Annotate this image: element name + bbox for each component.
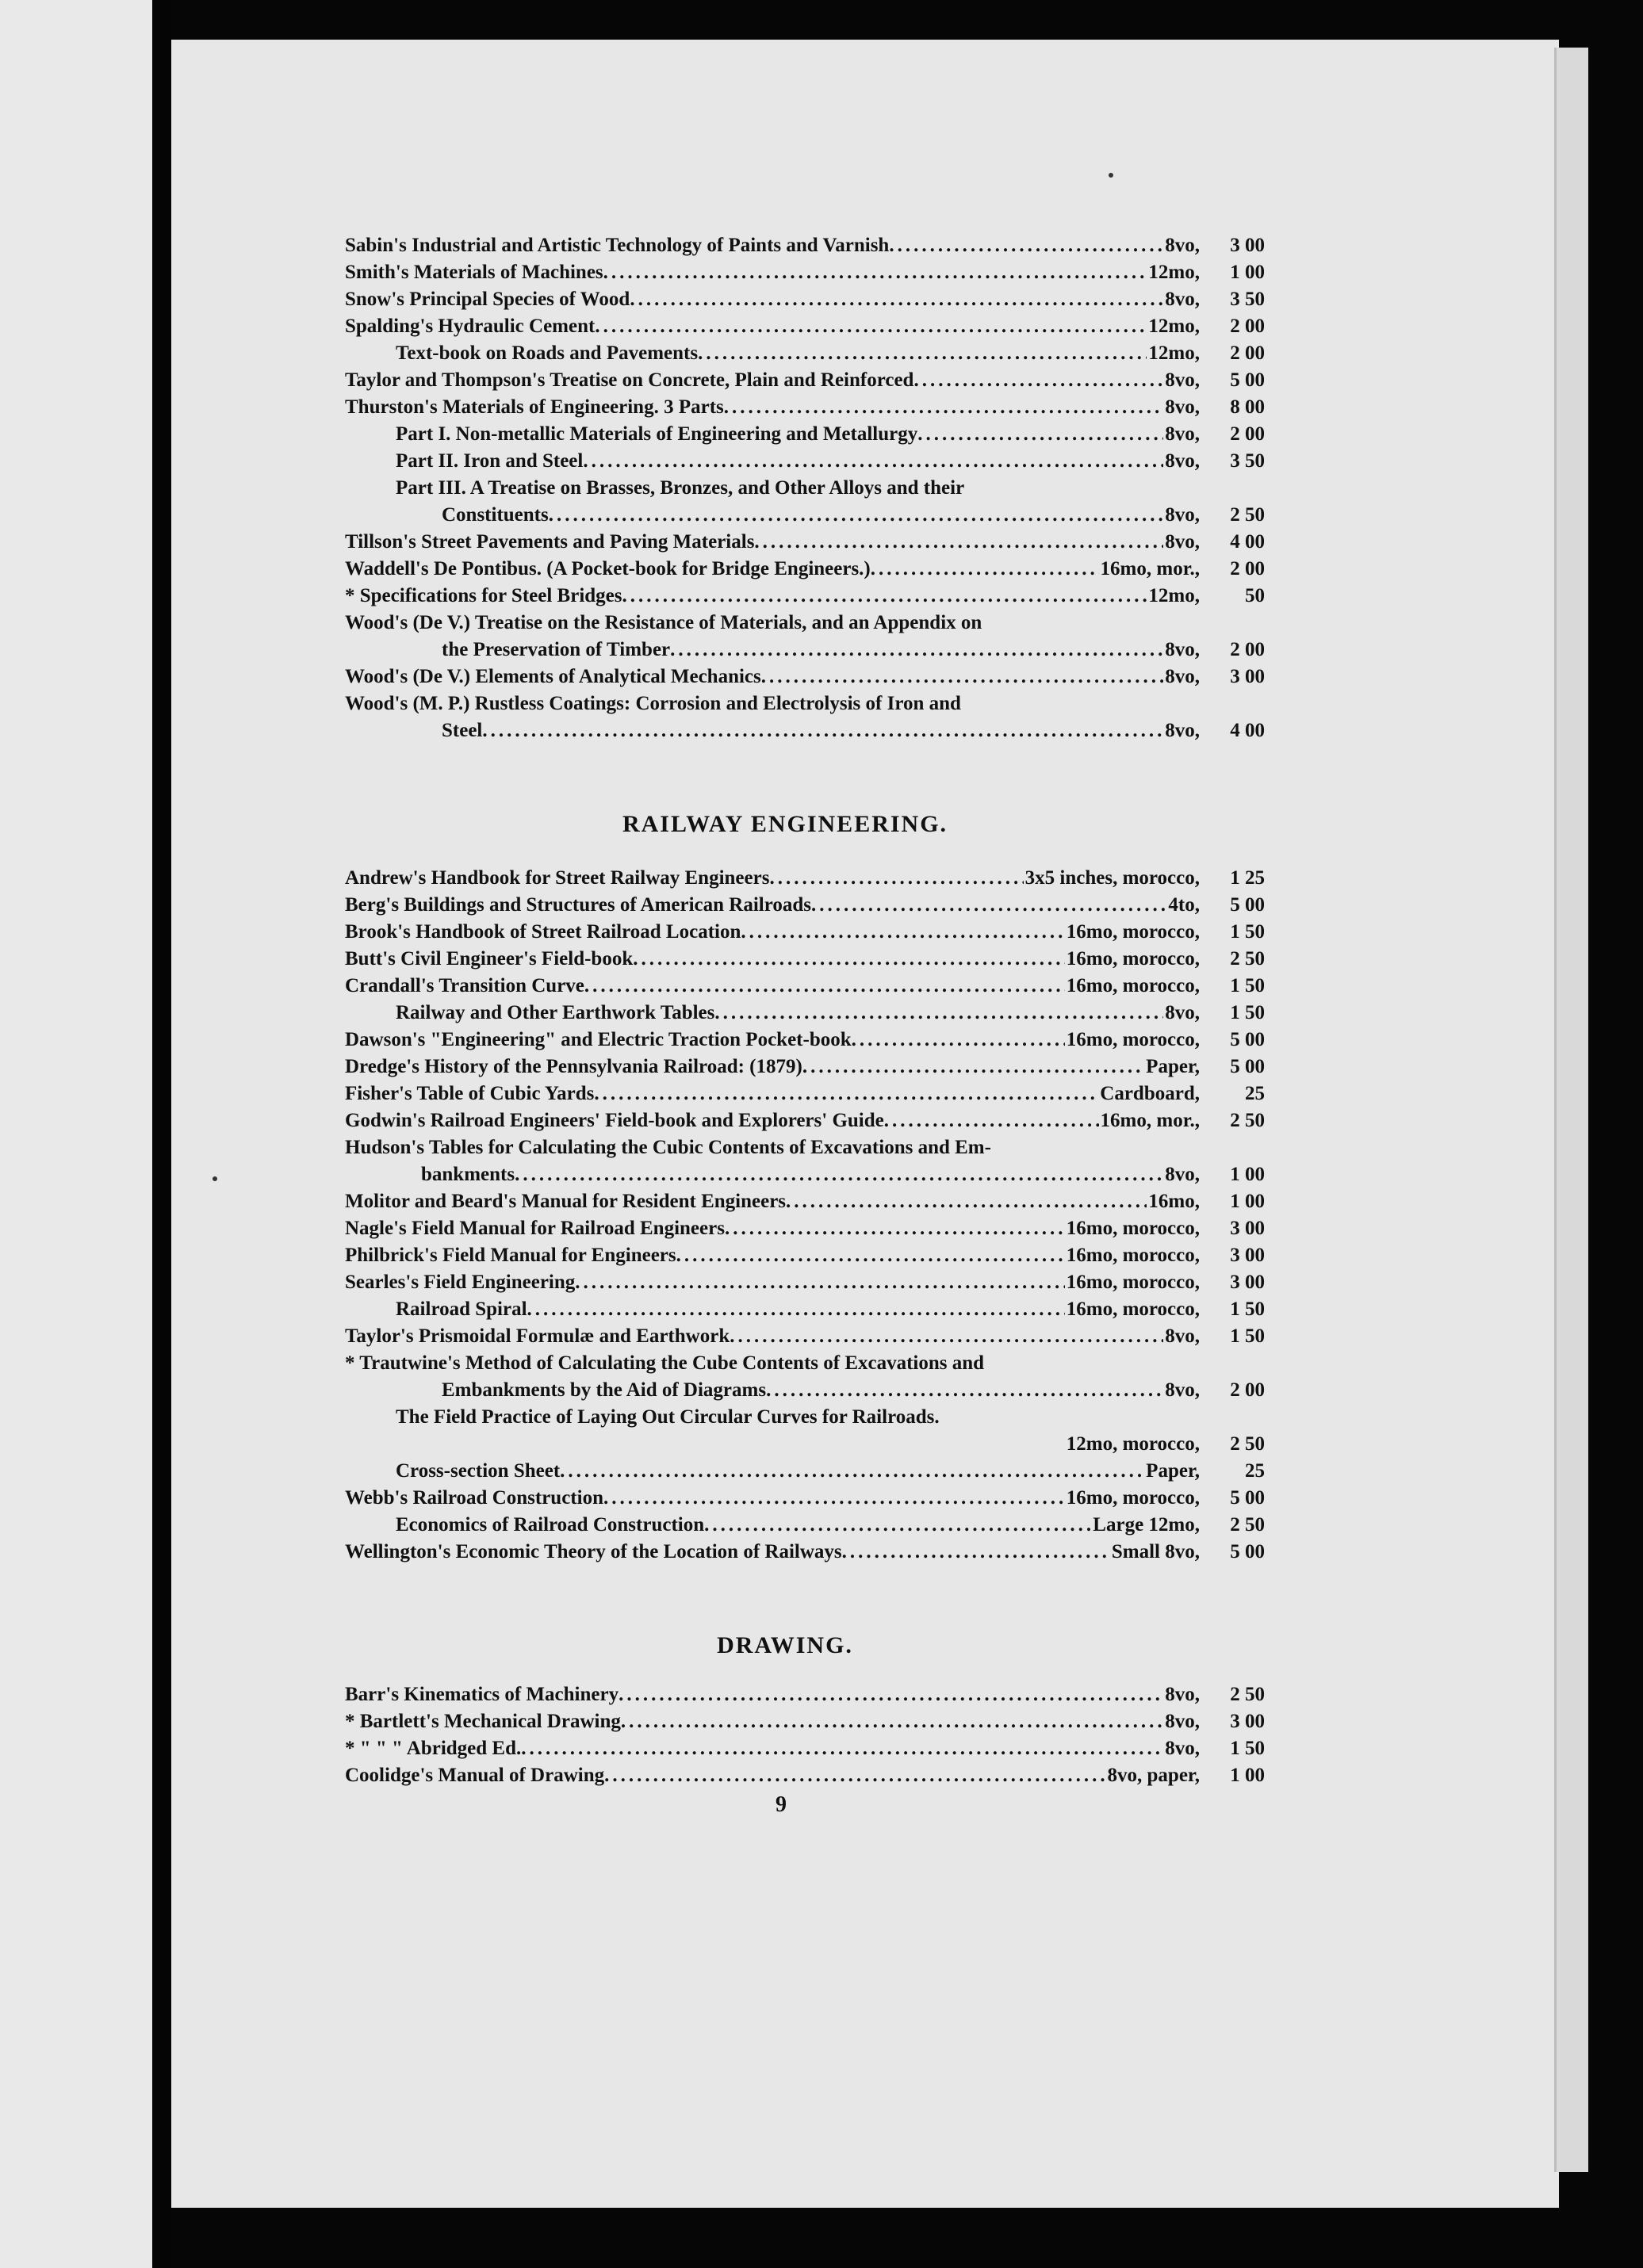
entry-price: 1 50 <box>1230 921 1265 943</box>
entry-format: 8vo, <box>1165 666 1200 687</box>
entry-price: 1 25 <box>1230 867 1265 889</box>
entry-price: 5 00 <box>1230 1056 1265 1077</box>
entry-price: 3 00 <box>1230 1218 1265 1239</box>
entry-title: Coolidge's Manual of Drawing <box>345 1765 605 1786</box>
entry-format: Large 12mo, <box>1093 1514 1200 1536</box>
leader-dots <box>704 1512 1091 1539</box>
catalog-entry <box>345 637 1265 664</box>
entry-format: 8vo, <box>1165 235 1200 256</box>
catalog-entry <box>345 946 1265 973</box>
leader-dots <box>698 340 1147 367</box>
catalog-entry <box>345 1054 1265 1080</box>
entry-price: 25 <box>1245 1460 1265 1482</box>
catalog-entry <box>345 1242 1265 1269</box>
entry-title: bankments <box>421 1164 515 1185</box>
entry-format: 8vo, <box>1165 369 1200 391</box>
entry-title: Taylor and Thompson's Treatise on Concrete, Plain and Reinforced <box>345 369 914 391</box>
entry-title: Part II. Iron and Steel <box>396 450 584 472</box>
entry-format: 16mo, mor., <box>1100 558 1200 579</box>
catalog-entry <box>345 1296 1265 1323</box>
entry-title-line: Hudson's Tables for Calculating the Cubic Contents of Excavations and Em- <box>345 1137 991 1158</box>
catalog-entry <box>345 556 1265 583</box>
entry-title: Philbrick's Field Manual for Engineers <box>345 1245 676 1266</box>
entry-format: 8vo, <box>1165 1738 1200 1759</box>
entry-price: 2 00 <box>1230 423 1265 445</box>
entry-price: 5 00 <box>1230 1487 1265 1509</box>
entry-format: 12mo, <box>1148 585 1200 606</box>
leader-dots <box>725 1215 1065 1242</box>
entry-title: Embankments by the Aid of Diagrams <box>442 1379 767 1401</box>
entry-price: 4 00 <box>1230 720 1265 741</box>
catalog-entry <box>345 1323 1265 1350</box>
entry-price: 3 50 <box>1230 289 1265 310</box>
leader-dots <box>842 1539 1110 1566</box>
catalog-entry <box>345 286 1265 313</box>
entry-title: Cross-section Sheet <box>396 1460 561 1482</box>
entry-format: 16mo, morocco, <box>1066 1218 1200 1239</box>
entry-title: Part I. Non-metallic Materials of Engineering and Metallurgy <box>396 423 918 445</box>
leader-dots <box>584 973 1065 1000</box>
entry-price: 2 00 <box>1230 639 1265 660</box>
page-edge <box>1554 48 1588 2172</box>
leader-dots <box>603 1485 1065 1512</box>
entry-price: 1 00 <box>1230 1765 1265 1786</box>
entry-price: 3 00 <box>1230 1245 1265 1266</box>
speck-mark <box>1109 173 1113 178</box>
entry-price: 1 50 <box>1230 975 1265 996</box>
leader-dots <box>604 1762 1105 1789</box>
catalog-entry <box>345 1762 1265 1789</box>
catalog-entry <box>345 259 1265 286</box>
entry-format: 12mo, <box>1148 316 1200 337</box>
entry-format: Cardboard, <box>1100 1083 1200 1104</box>
entry-price: 3 00 <box>1230 1711 1265 1732</box>
catalog-entry <box>345 421 1265 448</box>
catalog-entry <box>345 340 1265 367</box>
entry-format: 12mo, morocco, <box>1066 1433 1200 1455</box>
leader-dots <box>741 919 1064 946</box>
entry-title: Searles's Field Engineering <box>345 1272 576 1293</box>
catalog-entry <box>345 1512 1265 1539</box>
entry-title: Snow's Principal Species of Wood <box>345 289 630 310</box>
catalog-entry <box>345 448 1265 475</box>
entry-title: * Specifications for Steel Bridges <box>345 585 622 606</box>
catalog-entry <box>345 1485 1265 1512</box>
leader-dots <box>603 259 1147 286</box>
railway-heading: RAILWAY ENGINEERING. <box>622 811 948 837</box>
entry-title-line: Wood's (M. P.) Rustless Coatings: Corrosion and Electrolysis of Iron and <box>345 693 961 714</box>
entry-price: 2 00 <box>1230 342 1265 364</box>
catalog-entry <box>345 1681 1265 1708</box>
leader-dots <box>724 394 1163 421</box>
entry-price: 50 <box>1245 585 1265 606</box>
catalog-entry <box>345 313 1265 340</box>
entry-title: Wellington's Economic Theory of the Location of Railways <box>345 1541 842 1562</box>
entry-price: 1 50 <box>1230 1325 1265 1347</box>
leader-dots <box>802 1054 1144 1080</box>
leader-dots <box>595 313 1147 340</box>
leader-dots <box>786 1188 1147 1215</box>
entry-price: 3 00 <box>1230 666 1265 687</box>
leader-dots <box>670 637 1163 664</box>
entry-format: 16mo, mor., <box>1100 1110 1200 1131</box>
entry-format: 16mo, morocco, <box>1066 1487 1200 1509</box>
catalog-entry <box>345 1708 1265 1735</box>
catalog-entry <box>345 1215 1265 1242</box>
entry-title: Brook's Handbook of Street Railroad Location <box>345 921 741 943</box>
leader-dots <box>676 1242 1065 1269</box>
entry-price: 2 50 <box>1230 1110 1265 1131</box>
catalog-entry <box>345 1107 1265 1134</box>
entry-price: 25 <box>1245 1083 1265 1104</box>
catalog-entry <box>345 865 1265 892</box>
leader-dots <box>884 1107 1099 1134</box>
entry-title: * Bartlett's Mechanical Drawing <box>345 1711 621 1732</box>
leader-dots <box>852 1027 1065 1054</box>
catalog-entry <box>345 1377 1265 1404</box>
leader-dots <box>575 1269 1064 1296</box>
entry-price: 2 50 <box>1230 1433 1265 1455</box>
entry-format: 4to, <box>1168 894 1200 916</box>
entry-format: 8vo, <box>1165 504 1200 526</box>
entry-format: 16mo, morocco, <box>1066 948 1200 970</box>
entry-price: 5 00 <box>1230 369 1265 391</box>
entry-format: 8vo, <box>1165 720 1200 741</box>
materials-section <box>345 232 1265 744</box>
catalog-entry <box>345 717 1265 744</box>
catalog-entry <box>345 892 1265 919</box>
entry-price: 3 00 <box>1230 235 1265 256</box>
leader-dots <box>527 1296 1065 1323</box>
catalog-entry <box>345 1161 1265 1188</box>
entry-price: 2 00 <box>1230 316 1265 337</box>
entry-title-line: The Field Practice of Laying Out Circular Curves for Railroads. <box>396 1406 940 1428</box>
entry-title: Thurston's Materials of Engineering. 3 Parts <box>345 396 724 418</box>
entry-price: 2 00 <box>1230 1379 1265 1401</box>
entry-price: 3 50 <box>1230 450 1265 472</box>
entry-format: 8vo, <box>1165 1684 1200 1705</box>
entry-title: Tillson's Street Pavements and Paving Materials <box>345 531 755 553</box>
catalog-entry <box>345 1269 1265 1296</box>
entry-format: 16mo, morocco, <box>1066 1272 1200 1293</box>
entry-title: Dredge's History of the Pennsylvania Railroad: (1879) <box>345 1056 802 1077</box>
drawing-heading: DRAWING. <box>717 1632 853 1658</box>
entry-format: 8vo, <box>1165 1325 1200 1347</box>
page-number: 9 <box>776 1792 787 1817</box>
entry-title: Constituents <box>442 504 549 526</box>
leader-dots <box>521 1735 1163 1762</box>
entry-title: Crandall's Transition Curve <box>345 975 584 996</box>
entry-title: Barr's Kinematics of Machinery <box>345 1684 619 1705</box>
catalog-content <box>345 232 1265 1818</box>
catalog-entry <box>345 1080 1265 1107</box>
railway-section <box>345 865 1265 1566</box>
entry-title-line: Wood's (De V.) Treatise on the Resistance of Materials, and an Appendix on <box>345 612 982 633</box>
leader-dots <box>622 583 1147 610</box>
catalog-entry <box>345 1431 1265 1458</box>
entry-format: 16mo, morocco, <box>1066 1245 1200 1266</box>
entry-price: 5 00 <box>1230 894 1265 916</box>
entry-format: 8vo, paper, <box>1107 1765 1200 1786</box>
catalog-entry <box>345 1027 1265 1054</box>
leader-dots <box>515 1161 1163 1188</box>
leader-dots <box>630 286 1163 313</box>
leader-dots <box>871 556 1099 583</box>
entry-price: 1 50 <box>1230 1738 1265 1759</box>
entry-price: 2 00 <box>1230 558 1265 579</box>
entry-title-line: Part III. A Treatise on Brasses, Bronzes, and Other Alloys and their <box>396 477 965 499</box>
entry-title: Dawson's "Engineering" and Electric Traction Pocket-book <box>345 1029 852 1050</box>
entry-title: Economics of Railroad Construction <box>396 1514 705 1536</box>
entry-price: 8 00 <box>1230 396 1265 418</box>
catalog-entry <box>345 367 1265 394</box>
leader-dots <box>730 1323 1163 1350</box>
entry-title: Railroad Spiral <box>396 1298 527 1320</box>
entry-price: 2 50 <box>1230 948 1265 970</box>
entry-title: Text-book on Roads and Pavements <box>396 342 699 364</box>
leader-dots <box>811 892 1166 919</box>
entry-title: the Preservation of Timber <box>442 639 671 660</box>
entry-format: 8vo, <box>1165 531 1200 553</box>
entry-format: 8vo, <box>1165 1711 1200 1732</box>
catalog-entry <box>345 1735 1265 1762</box>
catalog-entry <box>345 394 1265 421</box>
entry-price: 1 50 <box>1230 1002 1265 1023</box>
entry-format: 8vo, <box>1165 639 1200 660</box>
speck-mark <box>213 1176 217 1181</box>
entry-title: Webb's Railroad Construction <box>345 1487 603 1509</box>
leader-dots <box>917 421 1163 448</box>
leader-dots <box>549 502 1164 529</box>
entry-price: 1 50 <box>1230 1298 1265 1320</box>
entry-title: Sabin's Industrial and Artistic Technology of Paints and Varnish <box>345 235 890 256</box>
entry-title: Berg's Buildings and Structures of American Railroads <box>345 894 812 916</box>
entry-format: 12mo, <box>1148 342 1200 364</box>
entry-price: 5 00 <box>1230 1541 1265 1562</box>
catalog-entry <box>345 973 1265 1000</box>
entry-price: 2 50 <box>1230 1514 1265 1536</box>
leader-dots <box>594 1080 1098 1107</box>
entry-title: Smith's Materials of Machines <box>345 262 603 283</box>
entry-format: 16mo, morocco, <box>1066 921 1200 943</box>
entry-title: Wood's (De V.) Elements of Analytical Mechanics <box>345 666 761 687</box>
catalog-entry <box>345 502 1265 529</box>
entry-price: 1 00 <box>1230 1191 1265 1212</box>
leader-dots <box>714 1000 1163 1027</box>
entry-format: 16mo, morocco, <box>1066 1298 1200 1320</box>
catalog-entry <box>345 1188 1265 1215</box>
entry-format: 8vo, <box>1165 423 1200 445</box>
entry-format: Paper, <box>1146 1460 1200 1482</box>
entry-format: 12mo, <box>1148 262 1200 283</box>
entry-format: 16mo, morocco, <box>1066 1029 1200 1050</box>
catalog-entry <box>345 1000 1265 1027</box>
drawing-section <box>345 1681 1265 1789</box>
entry-format: 3x5 inches, morocco, <box>1024 867 1200 889</box>
entry-price: 2 50 <box>1230 1684 1265 1705</box>
entry-title: Fisher's Table of Cubic Yards <box>345 1083 595 1104</box>
entry-title: Nagle's Field Manual for Railroad Engineers <box>345 1218 725 1239</box>
book-gutter <box>152 0 171 2268</box>
leader-dots <box>619 1681 1163 1708</box>
catalog-entry <box>345 1539 1265 1566</box>
leader-dots <box>889 232 1163 259</box>
entry-format: 8vo, <box>1165 450 1200 472</box>
entry-title: Godwin's Railroad Engineers' Field-book and Explorers' Guide <box>345 1110 884 1131</box>
entry-title: Steel <box>442 720 483 741</box>
catalog-entry <box>345 232 1265 259</box>
catalog-entry <box>345 529 1265 556</box>
leader-dots <box>769 865 1023 892</box>
entry-format: 8vo, <box>1165 1379 1200 1401</box>
entry-price: 1 00 <box>1230 1164 1265 1185</box>
leader-dots <box>621 1708 1163 1735</box>
entry-title: Railway and Other Earthwork Tables <box>396 1002 715 1023</box>
leader-dots <box>583 448 1163 475</box>
entry-title: Taylor's Prismoidal Formulæ and Earthwork <box>345 1325 730 1347</box>
leader-dots <box>754 529 1163 556</box>
entry-format: 8vo, <box>1165 289 1200 310</box>
entry-price: 5 00 <box>1230 1029 1265 1050</box>
entry-price: 3 00 <box>1230 1272 1265 1293</box>
catalog-entry <box>345 919 1265 946</box>
entry-format: 8vo, <box>1165 1164 1200 1185</box>
entry-format: Paper, <box>1146 1056 1200 1077</box>
entry-title: Andrew's Handbook for Street Railway Engineers <box>345 867 770 889</box>
entry-format: 8vo, <box>1165 396 1200 418</box>
catalog-entry <box>345 583 1265 610</box>
entry-price: 1 00 <box>1230 262 1265 283</box>
entry-format: 16mo, <box>1148 1191 1200 1212</box>
entry-price: 2 50 <box>1230 504 1265 526</box>
entry-price: 4 00 <box>1230 531 1265 553</box>
left-page <box>0 0 152 2268</box>
leader-dots <box>560 1458 1144 1485</box>
catalog-entry <box>345 664 1265 690</box>
catalog-entry <box>345 1458 1265 1485</box>
entry-title-line: * Trautwine's Method of Calculating the Cube Contents of Excavations and <box>345 1352 985 1374</box>
entry-format: 8vo, <box>1165 1002 1200 1023</box>
entry-title: Butt's Civil Engineer's Field-book <box>345 948 634 970</box>
entry-format: Small 8vo, <box>1111 1541 1200 1562</box>
leader-dots <box>913 367 1163 394</box>
leader-dots <box>766 1377 1163 1404</box>
leader-dots <box>633 946 1065 973</box>
entry-title: Waddell's De Pontibus. (A Pocket-book for Bridge Engineers.) <box>345 558 871 579</box>
entry-title: Spalding's Hydraulic Cement <box>345 316 596 337</box>
leader-dots <box>482 717 1163 744</box>
leader-dots <box>761 664 1163 690</box>
entry-title: Molitor and Beard's Manual for Resident Engineers <box>345 1191 787 1212</box>
entry-format: 16mo, morocco, <box>1066 975 1200 996</box>
entry-title: * " " " Abridged Ed. <box>345 1738 522 1759</box>
